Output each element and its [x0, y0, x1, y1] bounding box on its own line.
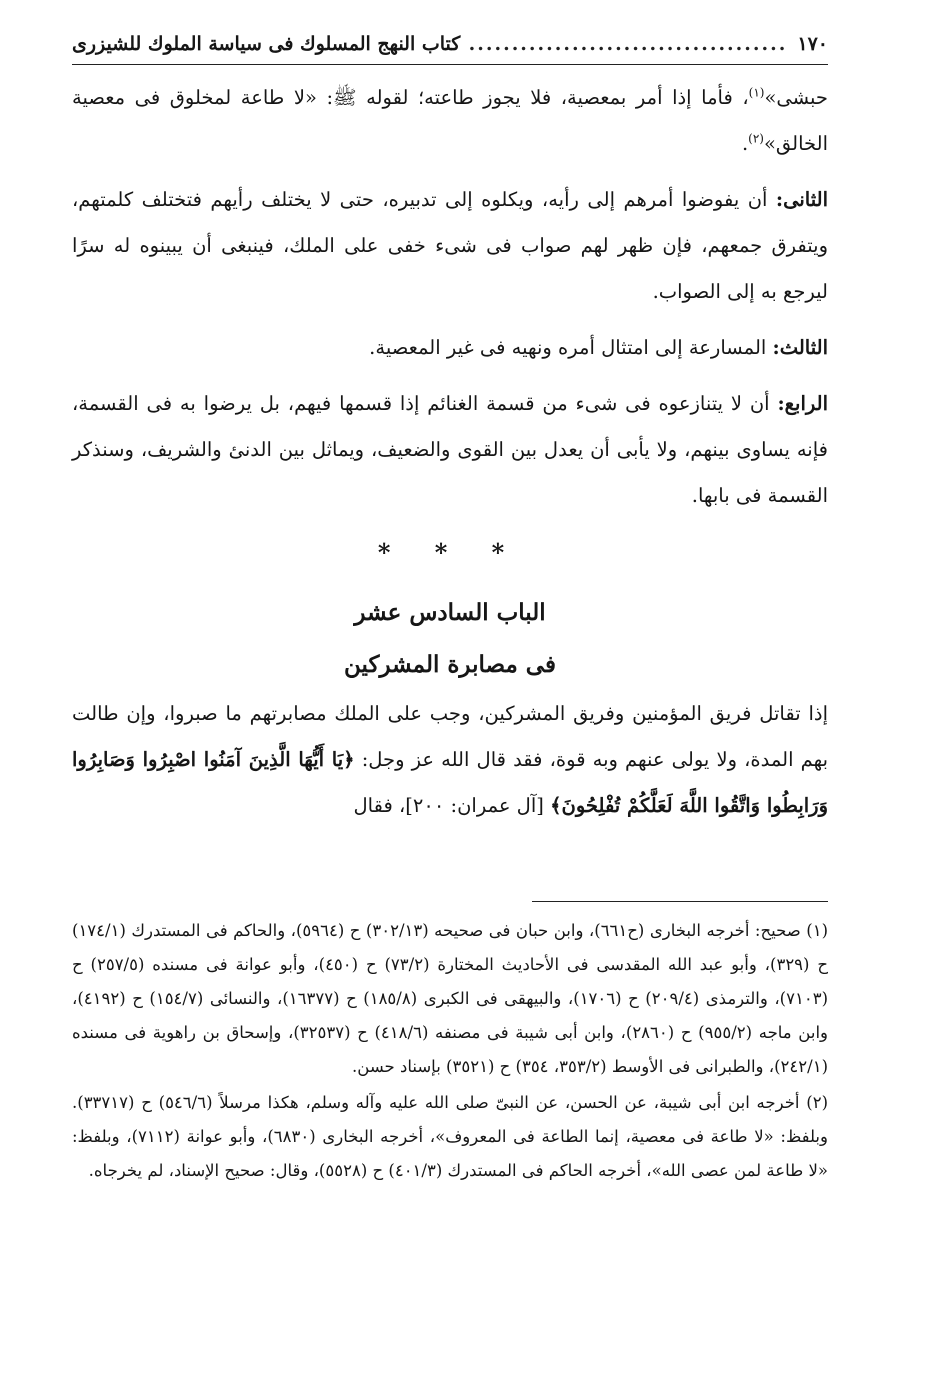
paragraph-1-text-2: ، فأما إذا أمر بمعصية، فلا يجوز طاعته؛ لقوله ﷺ: «لا طاعة لمخلوق فى معصية الخالق» [72, 86, 828, 155]
running-header [72, 28, 828, 65]
quran-verse: ﴿يَا أَيُّهَا الَّذِينَ آمَنُوا اصْبِرُوا وَصَابِرُوا وَرَابِطُوا وَاتَّقُوا اللَّهَ لَعَلَّكُمْ تُفْلِحُونَ﴾ [72, 748, 828, 817]
paragraph-fourth-text: أن لا يتنازعوه فى شىء من قسمة الغنائم إذا قسمها فيهم، بل يرضوا به فى القسمة، فإنه يساوى بينهم، ولا يأبى أن يعدل بين القوى والضعيف، ويماثل بين الدنئ والشريف، وسنذكر القسمة فى بابها. [72, 392, 828, 507]
paragraph-third-text: المسارعة إلى امتثال أمره ونهيه فى غير المعصية. [369, 336, 773, 359]
chapter-title: الباب السادس عشر [354, 599, 546, 626]
paragraph-second [72, 177, 828, 315]
running-title: كتاب النهج المسلوك فى سياسة الملوك للشيزرى [72, 33, 461, 55]
footnote-divider [532, 901, 828, 902]
chapter-subtitle: فى مصابرة المشركين [344, 651, 556, 678]
paragraph-chapter-intro [72, 691, 828, 829]
page-number: ١٧٠ [797, 33, 828, 55]
paragraph-chapter-intro-end: [آل عمران: ٢٠٠]، فقال [353, 794, 551, 817]
paragraph-third-lead: الثالث: [772, 336, 828, 359]
footnote-2: (٢) أخرجه ابن أبى شيبة، عن الحسن، عن النبىّ صلى الله عليه وآله وسلم، هكذا مرسلاً (٥٤٦/٦) ح (٣٣٧١٧). وبلفظ: «لا طاعة فى معصية، إنما الطاعة فى المعروف»، أخرجه البخارى (٦٨٣٠)، وأبو عوانة (٧١١٢)، وبلفظ: «لا طاعة لمن عصى الله»، أخرجه الحاكم فى المستدرك (٤٠١/٣) ح (٥٥٢٨)، وقال: صحيح الإسناد، لم يخرجاه. [72, 1093, 828, 1180]
footnote-1: (١) صحيح: أخرجه البخارى (ح٦٦١)، وابن حبان فى صحيحه (٣٠٢/١٣) ح (٥٩٦٤)، والحاكم فى المستدرك (١٧٤/١) ح (٣٢٩)، وأبو عبد الله المقدسى فى الأحاديث المختارة (٧٣/٢) ح (٤٥٠)، وأبو عوانة فى مسنده (٢٥٧/٥) ح (٧١٠٣)، والترمذى (٢٠٩/٤) ح (١٧٠٦)، والبيهقى فى الكبرى (١٨٥/٨) ح (١٦٣٧٧)، والنسائى (١٥٤/٧) ح (٤١٩٢)، وابن ماجه (٩٥٥/٢) ح (٢٨٦٠)، وابن أبى شيبة فى مصنفه (٤١٨/٦) ح (٣٢٥٣٧)، وإسحاق بن راهوية فى مسنده (٢٤٢/١)، والطبرانى فى الأوسط (٣٥٣/٢، ٣٥٤) ح (٣٥٢١) بإسناد حسن. [72, 921, 829, 1076]
footnotes [72, 914, 828, 1188]
leader-dots [470, 28, 787, 60]
paragraph-third [72, 325, 828, 371]
paragraph-second-text: أن يفوضوا أمرهم إلى رأيه، ويكلوه إلى تدبيره، حتى لا يختلف رأيهم فتختلف كلمتهم، ويتفرق جمعهم، فإن ظهر لهم صواب فى شىء خفى على الملك، فينبغى أن يبينوه له سرًا ليرجع به إلى الصواب. [72, 188, 828, 303]
paragraph-1-text: حبشى» [764, 86, 828, 109]
section-separator: * * * [377, 538, 523, 567]
footnote-ref-2[interactable]: (٢) [748, 131, 764, 146]
paragraph-second-lead: الثانى: [775, 188, 828, 211]
paragraph-1-end: . [741, 132, 749, 155]
paragraph-fourth [72, 381, 828, 519]
footnote-ref-1[interactable]: (١) [748, 85, 765, 100]
paragraph-fourth-lead: الرابع: [777, 392, 828, 415]
paragraph-1 [72, 75, 828, 167]
book-page [72, 28, 828, 1190]
paragraph-chapter-intro-text: إذا تقاتل فريق المؤمنين وفريق المشركين، وجب على الملك مصابرتهم ما صبروا، وإن طالت بهم المدة، ولا يولى عنهم وبه قوة، فقد قال الله عز وجل: [72, 702, 828, 771]
